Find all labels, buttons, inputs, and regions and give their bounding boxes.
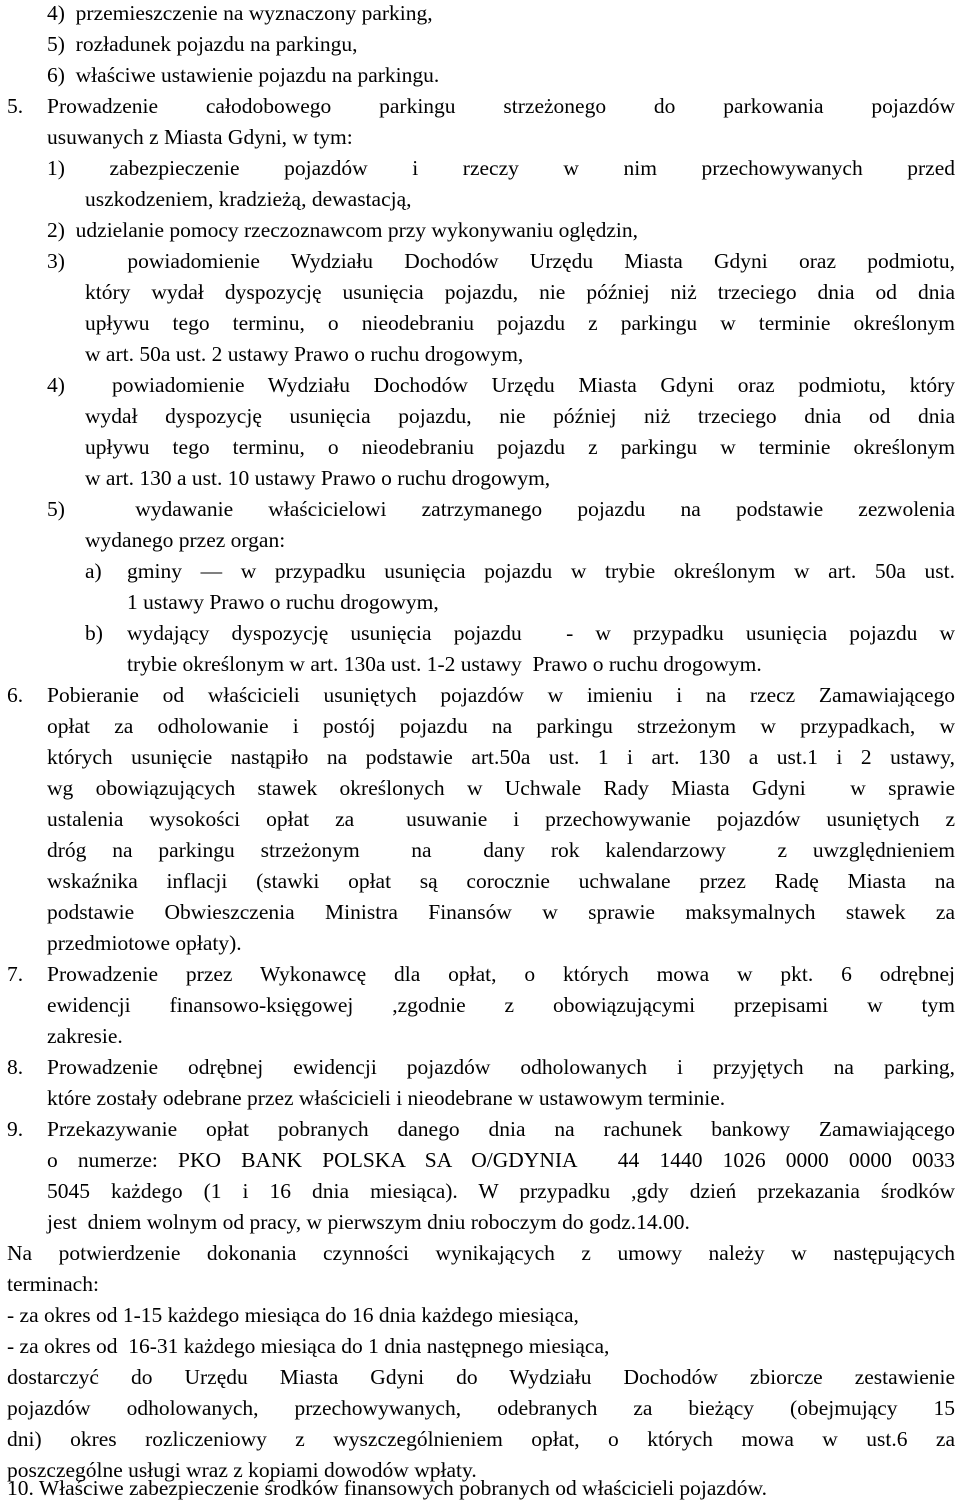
paragraph-line: zakresie. bbox=[47, 1024, 123, 1048]
paragraph-line: Przekazywanie opłat pobranych danego dnia na rachunek bankowy Zamawiającego bbox=[47, 1117, 955, 1141]
item-number: 7. bbox=[7, 962, 24, 986]
paragraph-line: opłat za odholowanie i postój pojazdu na parkingu strzeżonym w przypadkach, w bbox=[47, 714, 955, 738]
paragraph-line: w art. 50a ust. 2 ustawy Prawo o ruchu drogowym, bbox=[85, 342, 524, 366]
paragraph-line: Na potwierdzenie dokonania czynności wynikających z umowy należy w następujących bbox=[7, 1241, 955, 1265]
paragraph-line: których usunięcie nastąpiło na podstawie art.50a ust. 1 i art. 130 a ust.1 i 2 ustawy, bbox=[47, 745, 955, 769]
paragraph-line: wg obowiązujących stawek określonych w Uchwale Rady Miasta Gdyni w sprawie bbox=[47, 776, 955, 800]
paragraph-line: przedmiotowe opłaty). bbox=[47, 931, 242, 955]
list-item: - za okres od 16-31 każdego miesiąca do 1 dnia następnego miesiąca, bbox=[7, 1334, 610, 1358]
paragraph-line: wydał dyspozycję usunięcia pojazdu, nie później niż trzeciego dnia od dnia bbox=[85, 404, 955, 428]
paragraph-line: terminach: bbox=[7, 1272, 99, 1296]
paragraph-line: Prowadzenie całodobowego parkingu strzeżonego do parkowania pojazdów bbox=[47, 94, 955, 118]
paragraph-line: 1 ustawy Prawo o ruchu drogowym, bbox=[127, 590, 439, 614]
paragraph-line: usuwanych z Miasta Gdyni, w tym: bbox=[47, 125, 353, 149]
item-number: 9. bbox=[7, 1117, 24, 1141]
paragraph-line: w art. 130 a ust. 10 ustawy Prawo o ruchu drogowym, bbox=[85, 466, 551, 490]
paragraph-line: 5045 każdego (1 i 16 dnia miesiąca). W przypadku ,gdy dzień przekazania środków bbox=[47, 1179, 955, 1203]
paragraph-line: podstawie Obwieszczenia Ministra Finansów w sprawie maksymalnych stawek za bbox=[47, 900, 955, 924]
paragraph-line: upływu tego terminu, o nieodebraniu pojazdu z parkingu w terminie określonym bbox=[85, 311, 955, 335]
paragraph-line: który wydał dyspozycję usunięcia pojazdu, nie później niż trzeciego dnia od dnia bbox=[85, 280, 955, 304]
sub-item: wydający dyspozycję usunięcia pojazdu - w przypadku usunięcia pojazdu w bbox=[127, 621, 955, 645]
list-item: 4) powiadomienie Wydziału Dochodów Urzędu Miasta Gdyni oraz podmiotu, który bbox=[47, 373, 955, 397]
list-item: 5) rozładunek pojazdu na parkingu, bbox=[47, 32, 358, 56]
list-item: 6) właściwe ustawienie pojazdu na parkingu. bbox=[47, 63, 440, 87]
paragraph-line: trybie określonym w art. 130a ust. 1-2 ustawy Prawo o ruchu drogowym. bbox=[127, 652, 762, 676]
sub-item-letter: a) bbox=[85, 559, 102, 583]
list-item: 2) udzielanie pomocy rzeczoznawcom przy wykonywaniu oględzin, bbox=[47, 218, 639, 242]
paragraph-line: dróg na parkingu strzeżonym na dany rok kalendarzowy z uwzględnieniem bbox=[47, 838, 955, 862]
item-number: 8. bbox=[7, 1055, 24, 1079]
paragraph-line: które zostały odebrane przez właścicieli i nieodebrane w ustawowym terminie. bbox=[47, 1086, 726, 1110]
paragraph-line: jest dniem wolnym od pracy, w pierwszym dniu roboczym do godz.14.00. bbox=[47, 1210, 690, 1234]
paragraph-line: wydanego przez organ: bbox=[85, 528, 286, 552]
list-item: 1) zabezpieczenie pojazdów i rzeczy w nim przechowywanych przed bbox=[47, 156, 955, 180]
paragraph-line: dostarczyć do Urzędu Miasta Gdyni do Wydziału Dochodów zbiorcze zestawienie bbox=[7, 1365, 955, 1389]
list-item: 3) powiadomienie Wydziału Dochodów Urzędu Miasta Gdyni oraz podmiotu, bbox=[47, 249, 955, 273]
list-item: 5) wydawanie właścicielowi zatrzymanego pojazdu na podstawie zezwolenia bbox=[47, 497, 955, 521]
paragraph-line: Pobieranie od właścicieli usuniętych pojazdów w imieniu i na rzecz Zamawiającego bbox=[47, 683, 955, 707]
sub-item-letter: b) bbox=[85, 621, 103, 645]
list-item: 10. Właściwe zabezpieczenie środków finansowych pobranych od właścicieli pojazdów. bbox=[7, 1476, 767, 1500]
paragraph-line: pojazdów odholowanych, przechowywanych, odebranych za bieżący (obejmujący 15 bbox=[7, 1396, 955, 1420]
list-item: - za okres od 1-15 każdego miesiąca do 16 dnia każdego miesiąca, bbox=[7, 1303, 579, 1327]
paragraph-line: poszczególne usługi wraz z kopiami dowodów wpłaty. bbox=[7, 1458, 477, 1482]
paragraph-line: o numerze: PKO BANK POLSKA SA O/GDYNIA 44 1440 1026 0000 0000 0033 bbox=[47, 1148, 955, 1172]
list-item: 4) przemieszczenie na wyznaczony parking, bbox=[47, 1, 433, 25]
item-number: 6. bbox=[7, 683, 24, 707]
paragraph-line: dni) okres rozliczeniowy z wyszczególnieniem opłat, o których mowa w ust.6 za bbox=[7, 1427, 955, 1451]
paragraph-line: ustalenia wysokości opłat za usuwanie i przechowywanie pojazdów usuniętych z bbox=[47, 807, 955, 831]
item-number: 5. bbox=[7, 94, 24, 118]
paragraph-line: uszkodzeniem, kradzieżą, dewastacją, bbox=[85, 187, 412, 211]
paragraph-line: upływu tego terminu, o nieodebraniu pojazdu z parkingu w terminie określonym bbox=[85, 435, 955, 459]
paragraph-line: Prowadzenie odrębnej ewidencji pojazdów odholowanych i przyjętych na parking, bbox=[47, 1055, 955, 1079]
paragraph-line: ewidencji finansowo-księgowej ,zgodnie z obowiązującymi przepisami w tym bbox=[47, 993, 955, 1017]
sub-item: gminy — w przypadku usunięcia pojazdu w trybie określonym w art. 50a ust. bbox=[127, 559, 955, 583]
paragraph-line: Prowadzenie przez Wykonawcę dla opłat, o których mowa w pkt. 6 odrębnej bbox=[47, 962, 955, 986]
paragraph-line: wskaźnika inflacji (stawki opłat są corocznie uchwalane przez Radę Miasta na bbox=[47, 869, 955, 893]
